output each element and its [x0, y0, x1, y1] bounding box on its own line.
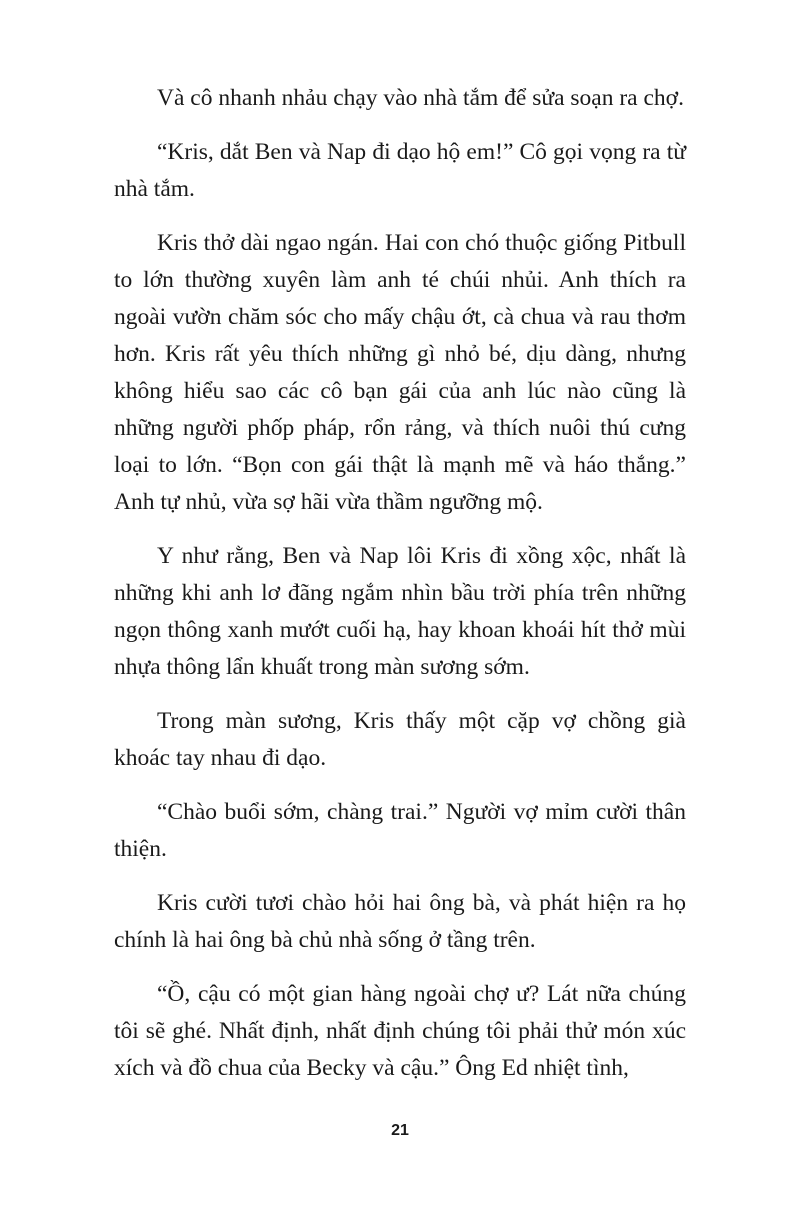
body-text: [114, 80, 686, 1104]
paragraph: Và cô nhanh nhảu chạy vào nhà tắm để sửa soạn ra chợ.: [157, 85, 684, 111]
paragraph: “Ồ, cậu có một gian hàng ngoài chợ ư? Lát nữa chúng tôi sẽ ghé. Nhất định, nhất định chúng tôi phải thử món xúc xích và đồ chua của Becky và cậu.” Ông Ed nhiệt tình,: [114, 981, 686, 1081]
paragraph: Kris thở dài ngao ngán. Hai con chó thuộc giống Pitbull to lớn thường xuyên làm anh té chúi nhủi. Anh thích ra ngoài vườn chăm sóc cho mấy chậu ớt, cà chua và rau thơm hơn. Kris rất yêu thích những gì nhỏ bé, dịu dàng, nhưng không hiểu sao các cô bạn gái của anh lúc nào cũng là những người phốp pháp, rổn rảng, và thích nuôi thú cưng loại to lớn. “Bọn con gái thật là mạnh mẽ và háo thắng.” Anh tự nhủ, vừa sợ hãi vừa thầm ngưỡng mộ.: [114, 230, 686, 515]
paragraph: “Kris, dắt Ben và Nap đi dạo hộ em!” Cô gọi vọng ra từ nhà tắm.: [114, 139, 686, 202]
paragraph: Y như rằng, Ben và Nap lôi Kris đi xồng xộc, nhất là những khi anh lơ đãng ngắm nhìn bầu trời phía trên những ngọn thông xanh mướt cuối hạ, hay khoan khoái hít thở mùi nhựa thông lẩn khuất trong màn sương sớm.: [114, 543, 686, 680]
paragraph: “Chào buổi sớm, chàng trai.” Người vợ mỉm cười thân thiện.: [114, 799, 686, 862]
paragraph: Kris cười tươi chào hỏi hai ông bà, và phát hiện ra họ chính là hai ông bà chủ nhà sống ở tầng trên.: [114, 890, 686, 953]
page-number: 21: [391, 1122, 409, 1139]
paragraph: Trong màn sương, Kris thấy một cặp vợ chồng già khoác tay nhau đi dạo.: [114, 708, 686, 771]
